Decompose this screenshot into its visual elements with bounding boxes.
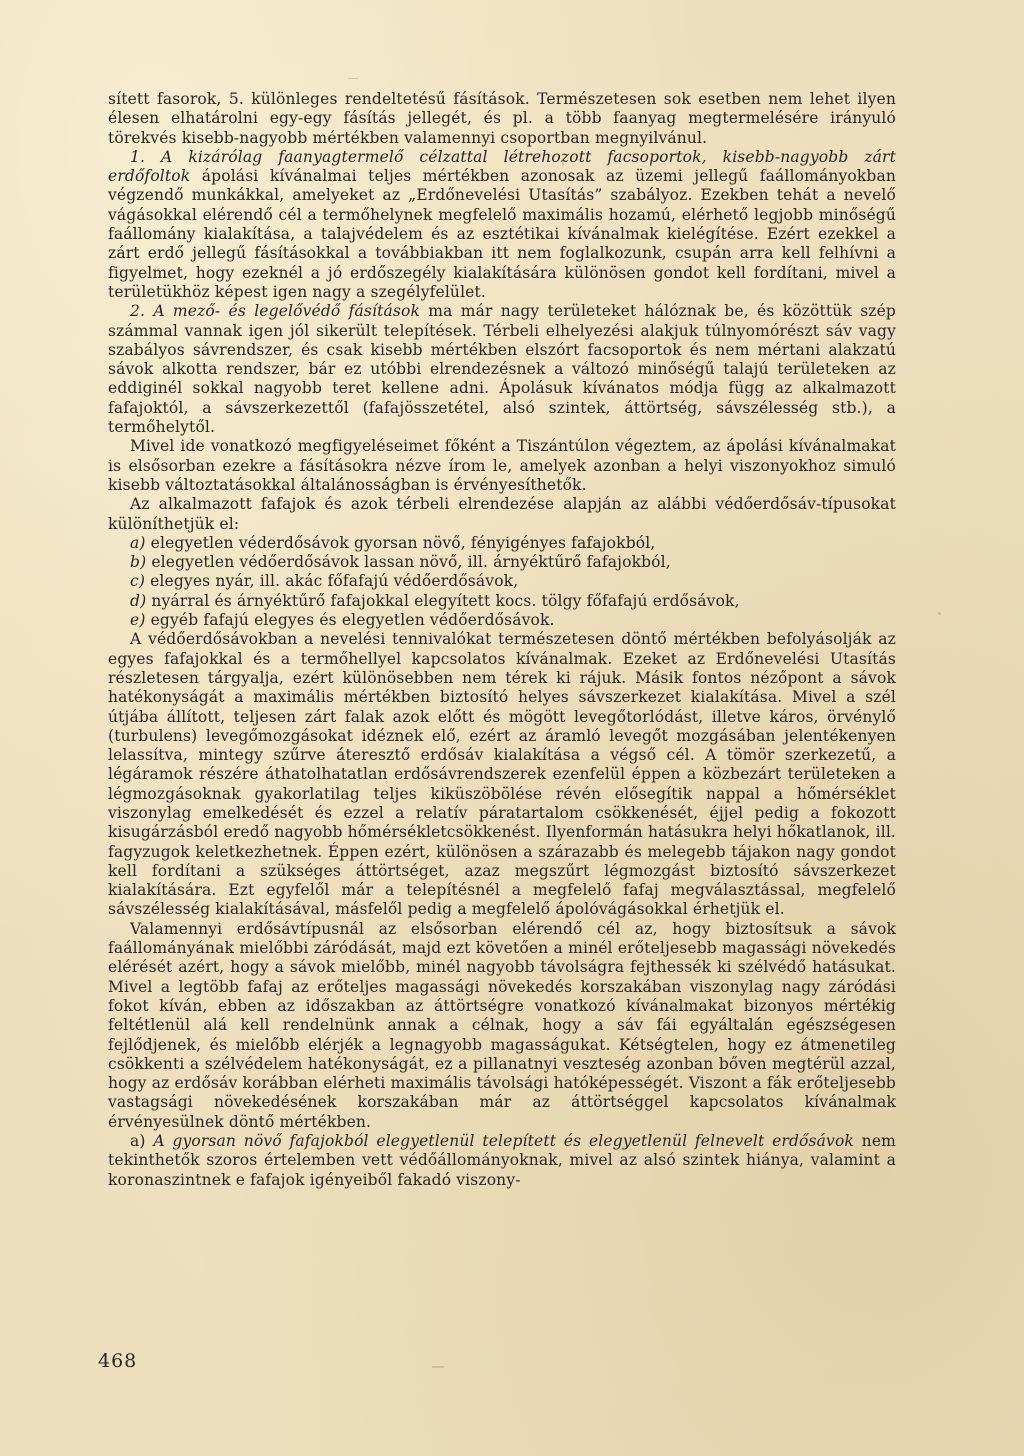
italic-text: c) — [130, 572, 146, 591]
text-run: Valamennyi erdősávtípusnál az elsősorban elérendő cél az, hogy biztosítsuk a sávok faállományának mielőbbi záródását, majd ezt követően a minél erőteljesebb magassági növekedés elérését azért, hogy a sávok mielőbb, minél nagyobb távolságra fejthessék ki szélvédő hatásukat. Mivel a legtöbb fafaj az erőteljes magassági növekedés korszakában viszonylag nagy záródási fokot kíván, ebben az időszakban az áttörtségre vonatkozó kívánalmakat bizonyos mértékig feltétlenül alá kell rendelnünk annak a célnak, hogy a sáv fái egyáltalán egészségesen fejlődjenek, és mielőbb elérjék a legnagyobb magasságukat. Kétségtelen, hogy ez átmenetileg csökkenti a szélvédelem hatékonyságát, ez a pillanatnyi veszteség azonban bőven megtérül azzal, hogy az erdősáv korábban elérheti maximális távolsági hatóképességét. Viszont a fák erőteljesebb vastagsági növekedésének korszakában már az áttörtséggel kapcsolatos kívánalmak érvényesülnek döntő mértékben. — [108, 919, 896, 1131]
text-run: elegyetlen védőerdősávok lassan növő, ill. árnyéktűrő fafajokból, — [146, 553, 671, 572]
text-run: Mivel ide vonatkozó megfigyeléseimet főként a Tiszántúlon végeztem, az ápolási kívánalmakat is elsősorban ezekre a fásításokra nézve írom le, amelyek azonban a helyi viszonyokhoz simuló kisebb változtatásokkal általánosságban is érvényesíthetők. — [108, 437, 896, 494]
paragraph — [108, 1132, 896, 1190]
paragraph — [108, 630, 896, 919]
text-run: egyéb fafajú elegyes és elegyetlen védőerdősávok. — [145, 611, 555, 630]
paper-speck — [348, 78, 358, 79]
text-run: ma már nagy területeket hálóznak be, és közöttük szép számmal vannak igen jól sikerült telepítések. Térbeli elhelyezési alakjuk túlnyomórészt sáv vagy szabályos sávrendszer, és csak kisebb mértékben elszórt facsoportok és nem mértani alakzatú sávok alkotta rendszer, bár ez utóbbi elrendezésnek a változó minőségű talajú területeken az eddiginél sokkal nagyobb teret kellene adni. Ápolásuk kívánatos módja függ az alkalmazott fafajoktól, a sávszerkezettől (fafajösszetétel, alsó szintek, áttörtség, sávszélesség stb.), a termőhelytől. — [108, 302, 897, 437]
text-run: nyárral és árnyéktűrő fafajokkal elegyített kocs. tölgy főfafajú erdősávok, — [146, 591, 740, 610]
text-run: elegyes nyár, ill. akác főfafajú védőerdősávok, — [145, 572, 519, 591]
text-run: ápolási kívánalmai teljes mértékben azonosak az üzemi jellegű faállományokban végzendő munkákkal, amelyeket az „Erdőnevelési Utasítás” szabályoz. Ezekben tehát a nevelő vágásokkal elérendő cél a termőhelynek megfelelő maximális hozamú, elérhető legjobb minőségű faállomány kialakítása, a talajvédelem és az esztétikai kívánalmak kielégítése. Ezért ezekkel a zárt erdő jellegű fásításokkal a továbbiakban itt nem foglalkozunk, csupán arra kell felhívni a figyelmet, hogy ezeknél a jó erdőszegély kialakítására különösen gondot kell fordítani, mivel a területükhöz képest igen nagy a szegélyfelület. — [108, 167, 896, 301]
text-run: Az alkalmazott fafajok és azok térbeli elrendezése alapján az alábbi védőerdősáv-típusokat különíthetjük el: — [108, 495, 896, 533]
paper-speck — [562, 160, 564, 166]
list-item — [108, 611, 896, 630]
paper-speck — [938, 612, 941, 615]
italic-text: A gyorsan növő fafajokból elegyetlenül telepített és elegyetlenül felnevelt erdősávok — [153, 1132, 854, 1151]
paper-speck — [432, 1366, 444, 1368]
page-number: 468 — [98, 1350, 138, 1372]
list-item — [108, 592, 896, 611]
list-item — [108, 534, 896, 553]
italic-text: d) — [130, 591, 147, 610]
italic-text: e) — [130, 611, 146, 630]
body-text — [108, 90, 896, 1190]
paragraph — [108, 437, 896, 495]
italic-text: 2. A mező- és legelővédő fásítások — [130, 302, 421, 321]
paragraph — [108, 920, 896, 1132]
italic-text: a) — [130, 533, 146, 552]
italic-text: b) — [130, 553, 147, 572]
text-run: sített fasorok, 5. különleges rendeltetésű fásítások. Természetesen sok esetben nem lehet ilyen élesen elhatárolni egy-egy fásítás jellegét, és pl. a több faanyag megtermelésére irányuló törekvés kisebb-nagyobb mértékben valamennyi csoportban megnyilvánul. — [108, 90, 896, 147]
text-run: elegyetlen véderdősávok gyorsan növő, fényigényes fafajokból, — [145, 533, 656, 552]
text-run: nem tekinthetők szoros értelemben vett védőállományoknak, mivel az alsó szintek hiánya, valamint a koronaszintnek e fafajok igényeiből fakadó viszony- — [108, 1132, 896, 1189]
list-item — [108, 572, 896, 591]
paragraph — [108, 302, 896, 437]
text-run: A védőerdősávokban a nevelési tennivalókat természetesen döntő mértékben befolyásolják az egyes fafajokkal és a termőhellyel kapcsolatos kívánalmak. Ezeket az Erdőnevelési Utasítás részletesen tárgyalja, ezért különösebben nem térek ki rájuk. Másik fontos nézőpont a sávok hatékonyságát a maximális mértékben biztosító helyes sávszerkezet kialakítása. Mivel a szél útjába állított, teljesen zárt falak azok előtt és mögött levegőtorlódást, illetve káros, örvénylő (turbulens) levegőmozgásokat idéznek elő, ezért az áramló levegőt mozgásában jelentékenyen lelassítva, mintegy szűrve áteresztő erdősáv kialakítása a végső cél. A tömör szerkezetű, a légáramok részére áthatolhatatlan erdősávrendszerek ezenfelül éppen a közbezárt területeken a légmozgásoknak gyakorlatilag teljes kiküszöbölése révén elősegítik nappal a hőmérséklet viszonylag emelkedését és ezzel a relatív páratartalom csökkenését, éjjel pedig a fokozott kisugárzásból eredő nagyobb hőmérsékletcsökkenést. Ilyenformán hatásukra helyi hőkatlanok, ill. fagyzugok keletkezhetnek. Éppen ezért, különösen a szárazabb és melegebb tájakon nagy gondot kell fordítani a szükséges áttörtséget, azaz megszűrt légmozgást biztosító sávszerkezet kialakítására. Ezt egyfelől már a telepítésnél a megfelelő fafaj megválasztással, megfelelő sávszélesség kialakításával, másfelől pedig a megfelelő ápolóvágásokkal érhetjük el. — [108, 630, 896, 919]
italic-text: 1. A kizárólag faanyagtermelő célzattal létrehozott facsoportok, kisebb-nagyobb zárt erdőfoltok — [108, 147, 896, 186]
list-item — [108, 553, 896, 572]
paragraph — [108, 495, 896, 534]
paragraph — [108, 148, 896, 302]
paragraph — [108, 90, 896, 148]
text-run: a) — [130, 1132, 154, 1151]
